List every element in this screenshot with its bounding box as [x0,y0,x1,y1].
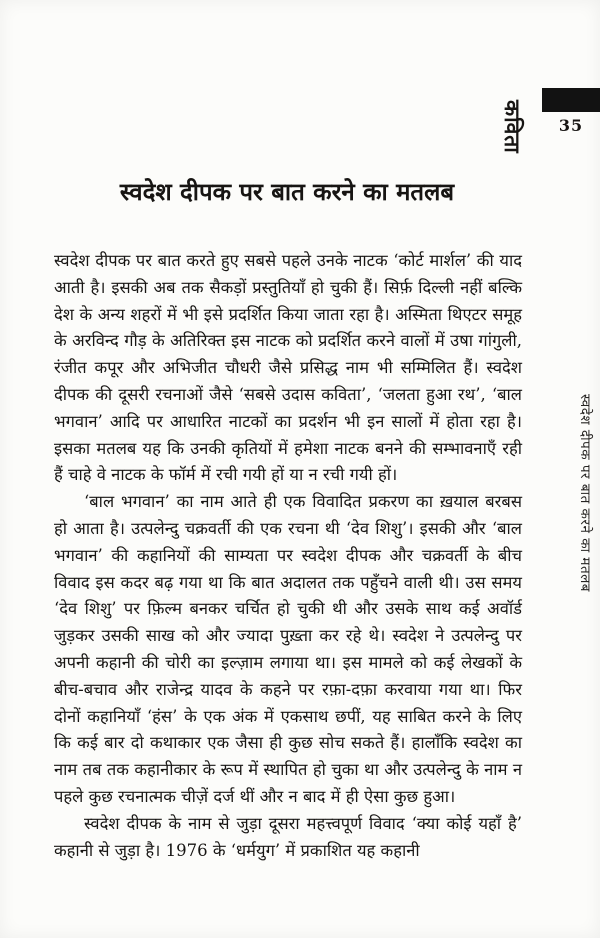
paragraph-2: ‘बाल भगवान’ का नाम आते ही एक विवादित प्रकरण का ख़याल बरबस हो आता है। उत्पलेन्दु चक्रवर्ती की एक रचना थी ‘देव शिशु’। इसकी और ‘बाल भगवान’ की कहानियों की साम्यता पर स्वदेश दीपक और चक्रवर्ती के बीच विवाद इस कदर बढ़ गया था कि बात अदालत तक पहुँचने वाली थी। उस समय ‘देव शिशु’ पर फ़िल्म बनकर चर्चित हो चुकी थी और उसके साथ कई अवॉर्ड जुड़कर उसकी साख को और ज्यादा पुख़्ता कर रहे थे। स्वदेश ने उत्पलेन्दु पर अपनी कहानी की चोरी का इल्ज़ाम लगाया था। इस मामले को कई लेखकों के बीच-बचाव और राजेन्द्र यादव के कहने पर रफ़ा-दफ़ा करवाया गया था। फिर दोनों कहानियाँ ‘हंस’ के एक अंक में एकसाथ छपीं, यह साबित करने के लिए कि कई बार दो कथाकार एक जैसा ही कुछ सोच सकते हैं। हालाँकि स्वदेश का नाम तब तक कहानीकार के रूप में स्थापित हो चुका था और उत्पलेन्दु के नाम न पहले कुछ रचनात्मक चीज़ें दर्ज थीं और न बाद में ही ऐसा कुछ हुआ। [54,492,522,806]
page-corner-bar [542,88,600,112]
body-text [54,248,522,864]
running-title-vertical: स्वदेश दीपक पर बात करने का मतलब [577,394,593,593]
article-title: स्वदेश दीपक पर बात करने का मतलब [119,177,455,206]
paragraph-1: स्वदेश दीपक पर बात करते हुए सबसे पहले उनके नाटक ‘कोर्ट मार्शल’ की याद आती है। इसकी अब तक सैकड़ों प्रस्तुतियाँ हो चुकी हैं। सिर्फ़ दिल्ली नहीं बल्कि देश के अन्य शहरों में भी इसे प्रदर्शित किया जाता रहा है। अस्मिता थिएटर समूह के अरविन्द गौड़ के अतिरिक्त इस नाटक को प्रदर्शित करने वालों में उषा गांगुली, रंजीत कपूर और अभिजीत चौधरी जैसे प्रसिद्ध नाम भी सम्मिलित हैं। स्वदेश दीपक की दूसरी रचनाओं जैसे ‘सबसे उदास कविता’, ‘जलता हुआ रथ’, ‘बाल भगवान’ आदि पर आधारित नाटकों का प्रदर्शन भी इन सालों में होता रहा है। इसका मतलब यह कि उनकी कृतियों में हमेशा नाटक बनने की सम्भावनाएँ रही हैं चाहे वे नाटक के फॉर्म में रची गयी हों या न रची गयी हों। [54,251,522,485]
page-number: 35 [558,116,584,135]
chapter-label-vertical: कविता [500,100,525,154]
paragraph-3: स्वदेश दीपक के नाम से जुड़ा दूसरा महत्त्वपूर्ण विवाद ‘क्या कोई यहाँ है’ कहानी से जुड़ा है। 1976 के ‘धर्मयुग’ में प्रकाशित यह कहानी [54,813,522,860]
